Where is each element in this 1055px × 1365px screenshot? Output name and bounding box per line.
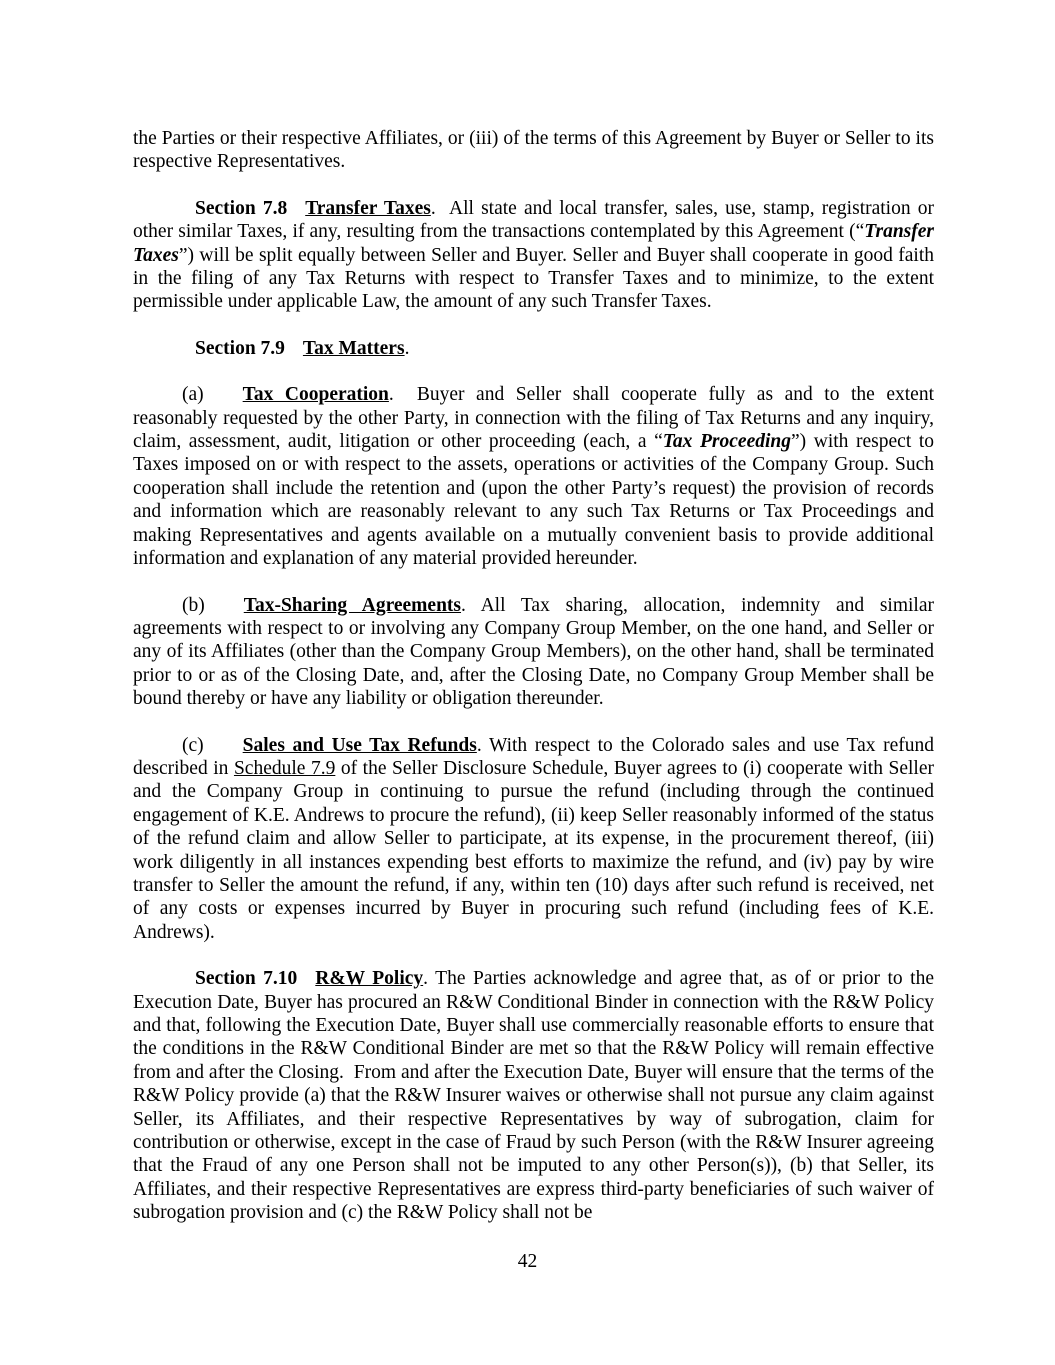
page-number: 42: [517, 1251, 538, 1272]
text-run: of the Seller Disclosure Schedule, Buyer agrees to (i) cooperate with Seller and the Company Group in continuing to pursue the refund (including through the continued engagement of K.E. Andrews to procure the refund), (ii) keep Seller reasonably informed of the status of the refund claim and allow Seller to participate, at its expense, in the procurement thereof, (iii) work diligently in all instances expending best efforts to maximize the refund, and (iv) pay by wire transfer to Seller the amount the refund, if any, within ten (10) days after such refund is received, net of any costs or expenses incurred by Buyer in procuring such refund (including fees of K.E. Andrews).: [133, 757, 934, 943]
text-run: Section 7.8: [195, 197, 288, 219]
paragraph-continuation: [133, 127, 934, 174]
paragraph-7-9-c: [133, 734, 934, 945]
text-run: (c): [182, 734, 204, 756]
paragraph-section-7-9-heading: [133, 337, 934, 360]
text-run: Tax-Sharing Agreements: [243, 594, 462, 616]
text-run: ”) with respect to Taxes imposed on or with respect to the assets, operations or activities of the Company Group. Such cooperation shall include the retention and (upon the other Party’s request) the provision of records and information which are reasonably relevant to any such Tax Returns or Tax Proceedings and making Representatives and agents available on a mutually convenient basis to provide additional information and explanation of any material provided hereunder.: [133, 431, 935, 570]
paragraph-7-9-b: [133, 594, 934, 711]
text-run: (a): [182, 384, 204, 406]
text-run: R&W Policy: [315, 968, 424, 990]
text-run: Section 7.9: [195, 337, 285, 359]
text-run: Tax Proceeding: [662, 431, 791, 453]
paragraph-7-9-a: [133, 383, 934, 570]
text-run: . Buyer and Seller shall cooperate fully as and to the extent reasonably requested by the other Party, in connection with the filing of Tax Returns and any inquiry, claim, assessment, audit, litigation or other proceeding (each, a “: [133, 384, 934, 453]
text-run: . With respect to the Colorado sales and use Tax refund described in: [133, 734, 934, 779]
text-run: ”) will be split equally between Seller and Buyer. Seller and Buyer shall cooperate in good faith in the filing of any Tax Returns with respect to Transfer Taxes and to minimize, to the extent permissible under applicable Law, the amount of any such Transfer Taxes.: [133, 244, 934, 313]
text-run: . All Tax sharing, allocation, indemnity and similar agreements with respect to or involving any Company Group Member, on the one hand, and Seller or any of its Affiliates (other than the Company Group Members), on the other hand, shall be terminated prior to or as of the Closing Date, and, after the Closing Date, no Company Group Member shall be bound thereby or have any liability or obligation thereunder.: [133, 594, 935, 710]
text-run: the Parties or their respective Affiliates, or (iii) of the terms of this Agreement by Buyer or Seller to its respective Representatives.: [133, 128, 934, 173]
text-run: . All state and local transfer, sales, use, stamp, registration or other similar Taxes, if any, resulting from the transactions contemplated by this Agreement (“: [133, 197, 935, 243]
text-run: Transfer Taxes: [133, 221, 934, 266]
text-run: Tax Matters: [302, 337, 405, 359]
text-run: (b): [182, 594, 205, 616]
document-body: [133, 127, 934, 1248]
paragraph-section-7-8: [133, 197, 934, 314]
text-run: .: [404, 337, 410, 359]
text-run: Transfer Taxes: [305, 197, 431, 219]
text-run: Tax Cooperation: [242, 384, 389, 406]
text-run: . The Parties acknowledge and agree that, as of or prior to the Execution Date, Buyer has procured an R&W Conditional Binder in connection with the R&W Policy and that, following the Execution Date, Buyer shall use commercially reasonable efforts to ensure that the conditions in the R&W Conditional Binder are met so that the R&W Policy will remain effective from and after the Closing. From and after the Execution Date, Buyer will ensure that the terms of the R&W Policy provide (a) that the R&W Insurer waives or otherwise shall not pursue any claim against Seller, its Affiliates, and their respective Representatives by way of subrogation, claim for contribution or otherwise, except in the case of Fraud by such Person (with the R&W Insurer agreeing that the Fraud of any one Person shall not be imputed to any other Person(s)), (b) that Seller, its Affiliates, and their respective Representatives are express third-party beneficiaries of such waiver of subrogation provision and (c) the R&W Policy shall not be: [133, 968, 934, 1224]
text-run: Sales and Use Tax Refunds: [242, 734, 477, 756]
paragraph-section-7-10: [133, 967, 934, 1224]
text-run: Section 7.10: [195, 968, 298, 990]
text-run: Schedule 7.9: [233, 757, 336, 779]
